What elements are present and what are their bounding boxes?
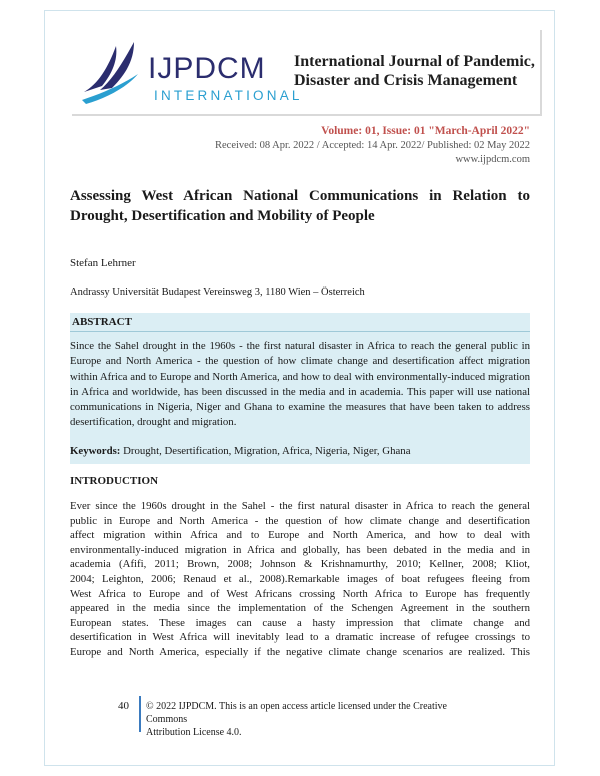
text-line: environmentally-induced migration in Africa and globally, has been debated in the media and in bbox=[70, 543, 530, 556]
license-line: © 2022 IJPDCM. This is an open access article licensed under the Creative Commons bbox=[146, 701, 447, 725]
license-line: Attribution License 4.0. bbox=[146, 727, 242, 738]
footer-divider bbox=[139, 696, 141, 732]
text-line: public in Europe and North America - the question of how climate change and desertification bbox=[70, 514, 530, 527]
introduction-heading: INTRODUCTION bbox=[70, 475, 159, 487]
keywords-list: Drought, Desertification, Migration, Africa, Nigeria, Niger, Ghana bbox=[123, 445, 411, 457]
logo-subtitle: INTERNATIONAL bbox=[154, 88, 303, 103]
publication-meta bbox=[215, 124, 530, 168]
journal-header bbox=[72, 30, 542, 116]
text-line: Europe and North America, especially if the negative climate change scenarios are realized. This bbox=[70, 645, 530, 658]
page-footer bbox=[110, 696, 530, 738]
author-name: Stefan Lehrner bbox=[70, 257, 136, 269]
abstract-heading: ABSTRACT bbox=[70, 313, 530, 332]
text-line: appeared in the media since the implementation of the Schengen Agreement in the southern bbox=[70, 602, 530, 615]
abstract-text: Since the Sahel drought in the 1960s - the first natural disaster in Africa to reach the general public in Europe and North America - the question of how climate change and desertification affect migration within Africa and to Europe and North America, and how to deal with environmentally-induced migration in Africa and worldwide, has been discussed in the media and in academia. This paper will use national communications in Nigeria, Niger and Ghana to examine the measures that have been taken to address desertification, drought and migration. bbox=[70, 340, 530, 429]
license-notice bbox=[146, 700, 486, 739]
text-line: Ever since the 1960s drought in the Sahel - the first natural disaster in Africa to reach the general bbox=[70, 500, 530, 512]
journal-name-line: International Journal of Pandemic, bbox=[294, 53, 535, 70]
introduction-text bbox=[70, 499, 530, 660]
page-number: 40 bbox=[118, 700, 129, 712]
text-line: European states. These images can cause a hasty impression that climate change and bbox=[70, 616, 530, 629]
journal-logo bbox=[76, 34, 303, 112]
text-line: West Africa to Europe and of West Africans crossing North Africa to Europe has frequently bbox=[70, 587, 530, 600]
volume-issue: Volume: 01, Issue: 01 "March-April 2022" bbox=[321, 125, 530, 137]
bird-logo-icon bbox=[76, 34, 156, 112]
text-line: affect migration within Africa and to Europe and North America, and how to deal with bbox=[70, 529, 530, 542]
logo-name: IJPDCM bbox=[148, 52, 266, 85]
journal-name-line: Disaster and Crisis Management bbox=[294, 72, 518, 89]
abstract-box bbox=[70, 313, 530, 464]
text-line: 2004; Leighton, 2006; Renaud et al., 2008).Remarkable images of boat refugees fleeing from bbox=[70, 572, 530, 585]
text-line: academia (Afifi, 2011; Brown, 2008; Johnson & Krishnamurthy, 2010; Kellner, 2008; Kliot, bbox=[70, 558, 530, 571]
journal-name bbox=[294, 52, 544, 90]
publication-dates: Received: 08 Apr. 2022 / Accepted: 14 Apr. 2022/ Published: 02 May 2022 bbox=[215, 139, 530, 151]
keywords-label: Keywords: bbox=[70, 445, 121, 457]
journal-url[interactable]: www.ijpdcm.com bbox=[455, 154, 530, 165]
article-title: Assessing West African National Communications in Relation to Drought, Desertification and Mobility of People bbox=[70, 188, 530, 224]
keywords bbox=[70, 445, 411, 457]
text-line: desertification in West Africa will inevitably lead to a dramatic increase of refugee crossings to bbox=[70, 631, 530, 644]
author-affiliation: Andrassy Universität Budapest Vereinsweg 3, 1180 Wien – Österreich bbox=[70, 287, 365, 298]
